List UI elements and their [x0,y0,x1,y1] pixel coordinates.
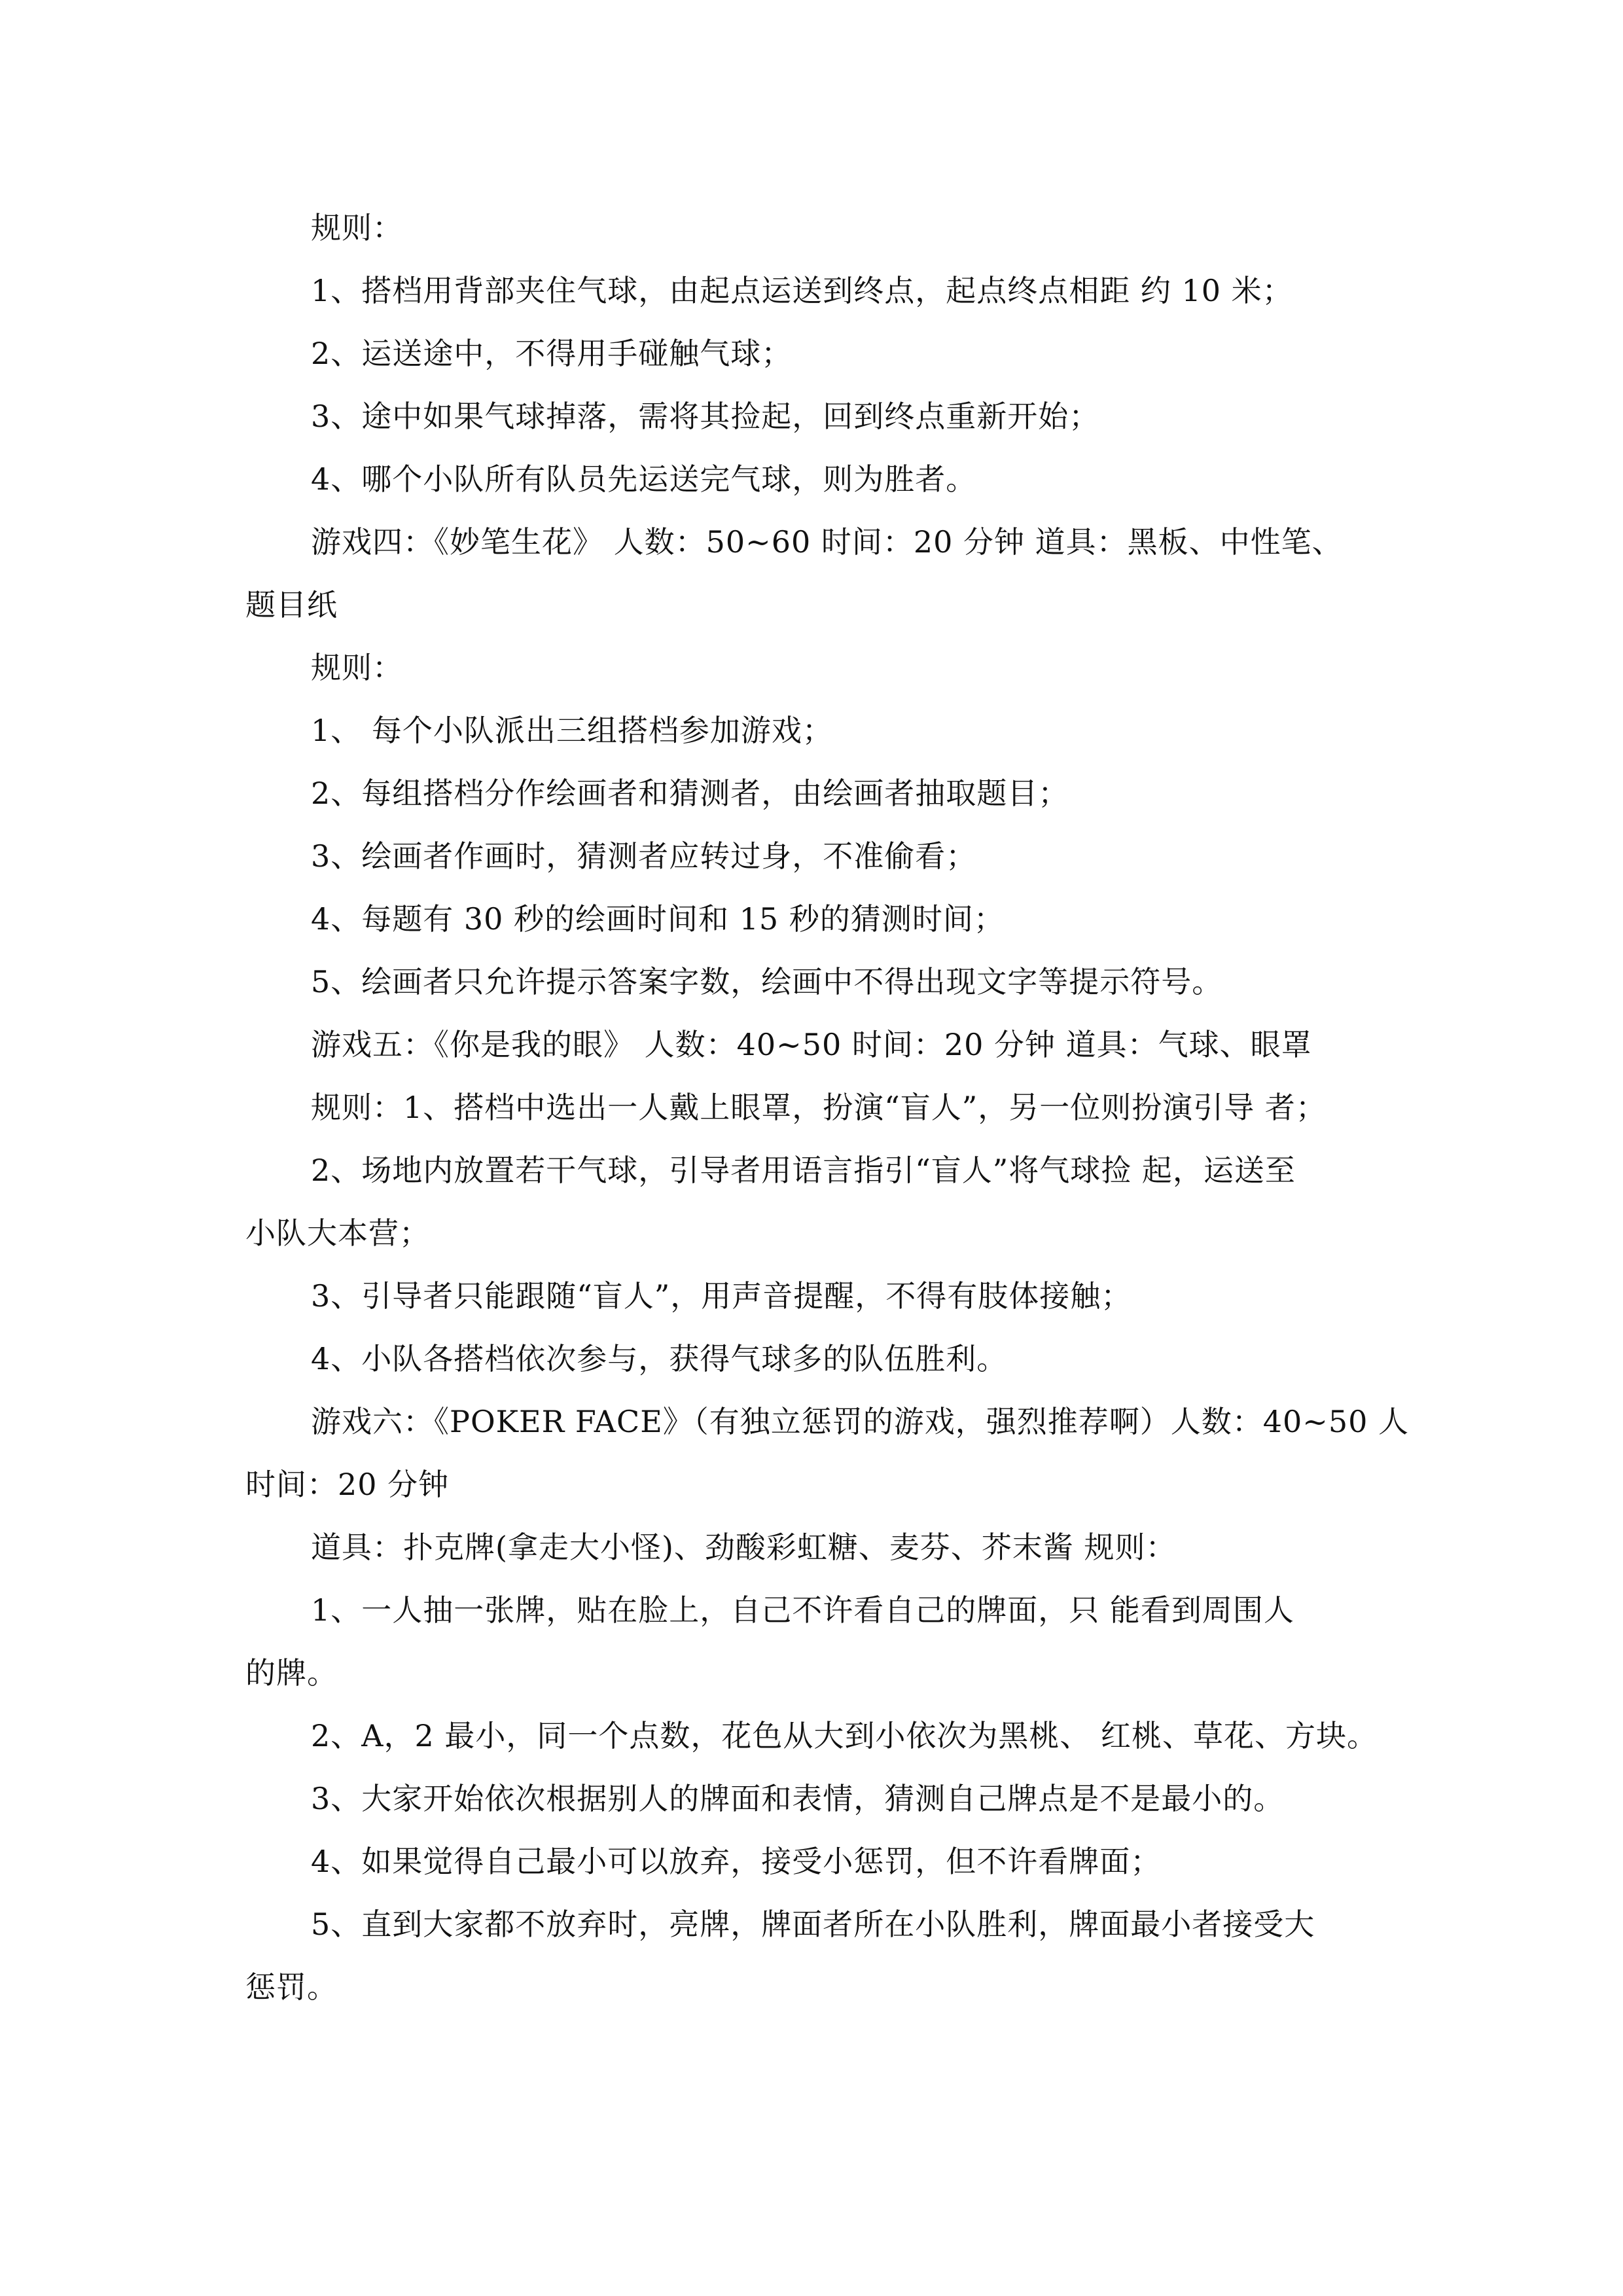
rules-heading: 规则： [311,210,403,245]
game-four-heading: 游戏四：《妙笔生花》 人数：50~60 时间：20 分钟 道具：黑板、中性笔、 [311,524,1343,560]
game-six-heading: 游戏六：《POKER FACE》（有独立惩罚的游戏，强烈推荐啊）人数：40~50 人 [311,1404,1410,1439]
rule-item: 1、 每个小队派出三组搭档参加游戏； [311,713,833,748]
rule-item-cont: 惩罚。 [245,1969,338,2005]
rule-item: 3、途中如果气球掉落，需将其捡起，回到终点重新开始； [311,399,1100,434]
game-five-heading: 游戏五：《你是我的眼》 人数：40~50 时间：20 分钟 道具：气球、眼罩 [311,1027,1312,1062]
game-four-heading-cont: 题目纸 [245,587,338,622]
rule-item: 4、哪个小队所有队员先运送完气球，则为胜者。 [311,461,977,497]
rule-item: 2、每组搭档分作绘画者和猜测者，由绘画者抽取题目； [311,776,1069,811]
rules-heading: 规则： [311,650,403,685]
rule-item: 规则：1、搭档中选出一人戴上眼罩，扮演“盲人”，另一位则扮演引导 者； [311,1090,1327,1125]
rule-item: 1、一人抽一张牌，贴在脸上，自己不许看自己的牌面，只 能看到周围人 [311,1592,1294,1628]
rule-item: 4、小队各搭档依次参与，获得气球多的队伍胜利。 [311,1341,1008,1376]
props-and-rules: 道具：扑克牌(拿走大小怪)、劲酸彩虹糖、麦芬、芥末酱 规则： [311,1530,1177,1565]
rule-item: 2、A，2 最小，同一个点数，花色从大到小依次为黑桃、 红桃、草花、方块。 [311,1718,1378,1753]
rule-item: 3、绘画者作画时，猜测者应转过身，不准偷看； [311,838,977,874]
rule-item: 5、绘画者只允许提示答案字数，绘画中不得出现文字等提示符号。 [311,964,1223,999]
rule-item-cont: 小队大本营； [245,1215,430,1251]
rule-item: 5、直到大家都不放弃时，亮牌，牌面者所在小队胜利，牌面最小者接受大 [311,1907,1315,1942]
rule-item: 3、大家开始依次根据别人的牌面和表情，猜测自己牌点是不是最小的。 [311,1781,1285,1816]
rule-item: 1、搭档用背部夹住气球，由起点运送到终点，起点终点相距 约 10 米； [311,273,1293,308]
rule-item-cont: 的牌。 [245,1655,338,1691]
rule-item: 2、场地内放置若干气球，引导者用语言指引“盲人”将气球捡 起，运送至 [311,1153,1296,1188]
rule-item: 4、每题有 30 秒的绘画时间和 15 秒的猜测时间； [311,901,1005,937]
game-six-heading-cont: 时间：20 分钟 [245,1467,450,1502]
rule-item: 4、如果觉得自己最小可以放弃，接受小惩罚，但不许看牌面； [311,1844,1162,1879]
rule-item: 3、引导者只能跟随“盲人”，用声音提醒，不得有肢体接触； [311,1278,1132,1314]
rule-item: 2、运送途中，不得用手碰触气球； [311,336,793,371]
